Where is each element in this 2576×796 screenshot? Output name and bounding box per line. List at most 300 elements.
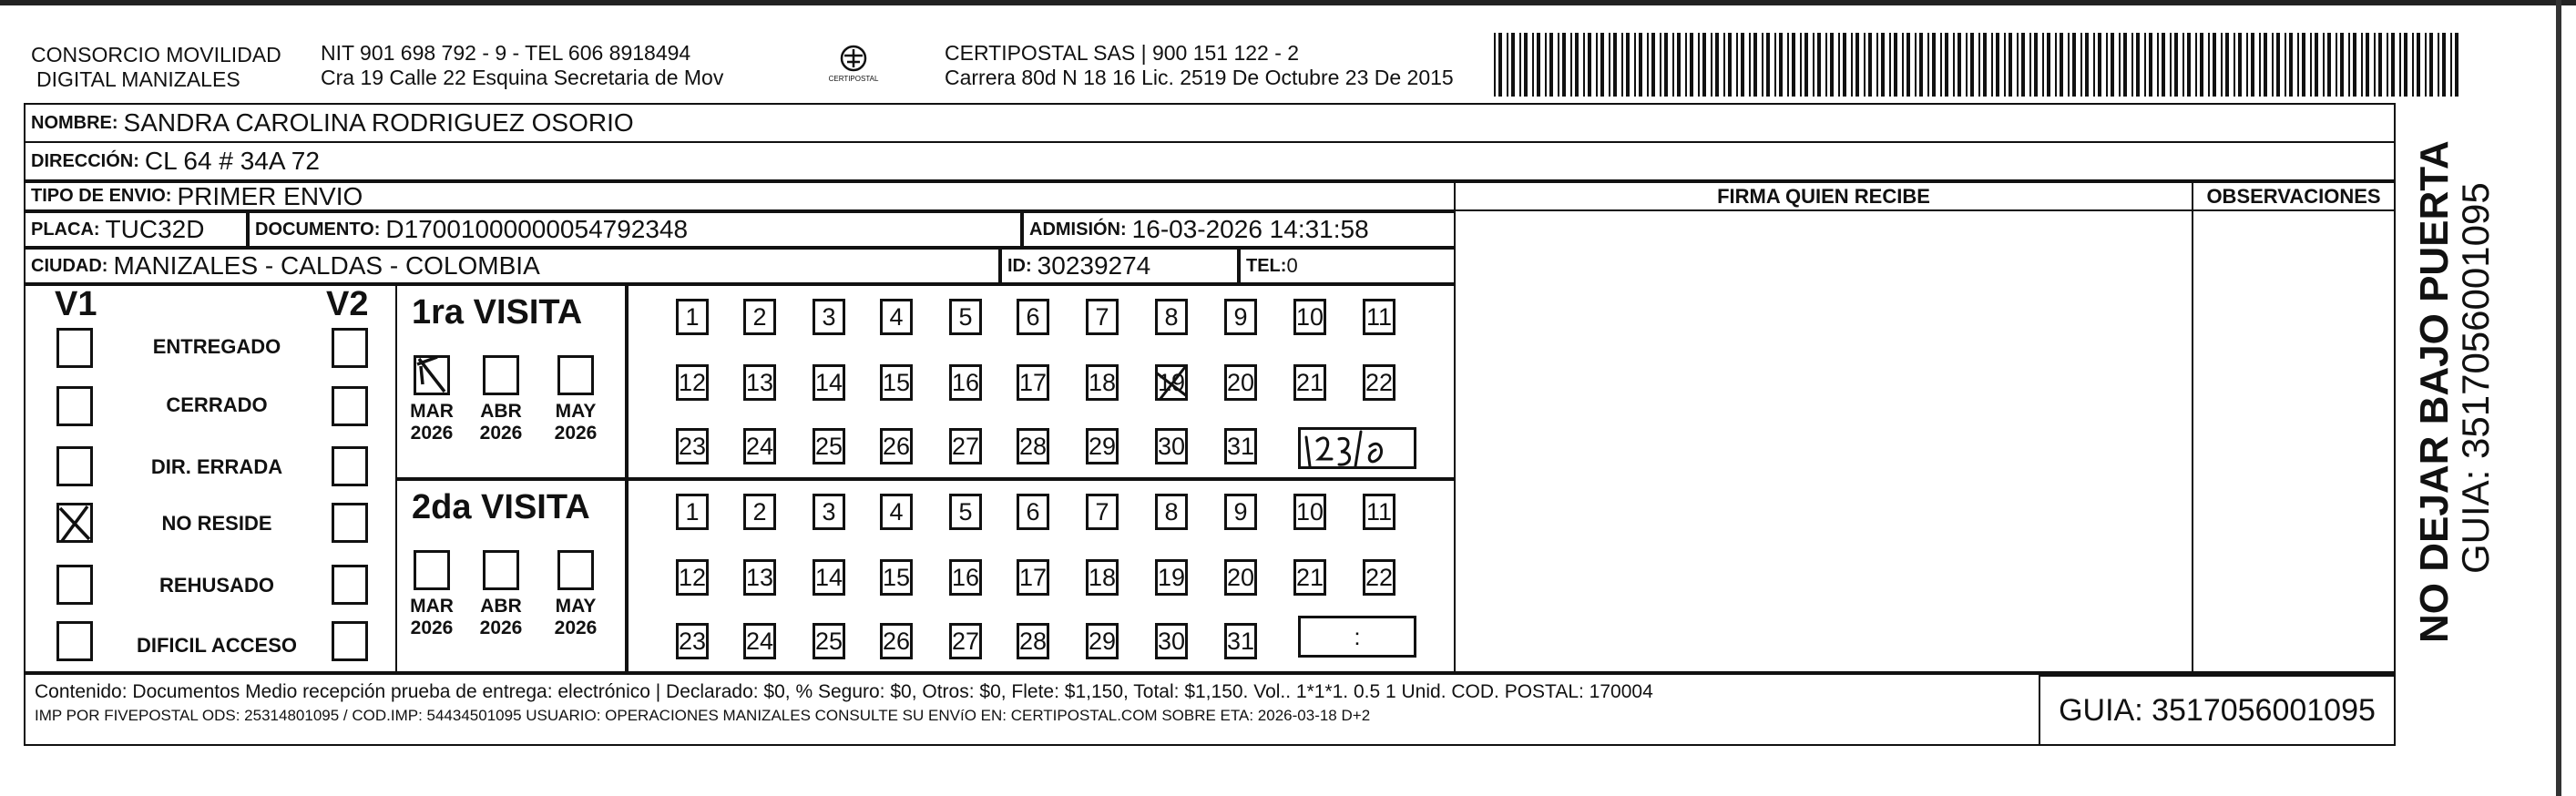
day-cell-19[interactable]: 19: [1155, 559, 1188, 596]
barcode-bar: [1511, 33, 1515, 97]
barcode-bar: [2047, 33, 2050, 97]
tipo-envio-value: PRIMER ENVIO: [177, 181, 363, 210]
second-visit-time-box[interactable]: [1298, 616, 1416, 658]
barcode-bar: [2455, 33, 2458, 97]
day-cell-22[interactable]: 22: [1363, 559, 1395, 596]
first-visit-time-box[interactable]: [1298, 427, 1416, 469]
second-visit-time-placeholder: :: [1354, 622, 1361, 650]
placa-value: TUC32D: [105, 215, 205, 243]
barcode-bar: [2251, 33, 2254, 97]
barcode: [1494, 33, 2459, 97]
barcode-bar: [2366, 33, 2369, 97]
day-cell-14[interactable]: 14: [813, 364, 845, 401]
barcode-bar: [1864, 33, 1866, 97]
v2-header: V2: [326, 285, 369, 323]
barcode-bar: [1787, 33, 1789, 97]
barcode-bar: [1978, 33, 1980, 97]
ciudad-label: CIUDAD:: [31, 255, 108, 276]
visit-divider: [395, 477, 1456, 481]
day-cell-16[interactable]: 16: [949, 364, 982, 401]
barcode-bar: [1902, 33, 1904, 97]
day-cell-21[interactable]: 21: [1293, 364, 1326, 401]
day-cell-20[interactable]: 20: [1224, 364, 1257, 401]
day-cell-11[interactable]: 11: [1363, 494, 1395, 530]
day-cell-7[interactable]: 7: [1086, 494, 1119, 530]
barcode-bar: [1613, 33, 1617, 97]
barcode-bar: [1774, 33, 1776, 97]
barcode-bar: [2399, 33, 2401, 97]
admision-value: 16-03-2026 14:31:58: [1131, 215, 1369, 243]
barcode-bar: [2017, 33, 2019, 97]
day-cell-29[interactable]: 29: [1086, 428, 1119, 464]
barcode-bar: [2225, 33, 2229, 97]
day-cell-10[interactable]: 10: [1293, 299, 1326, 335]
barcode-bar: [1651, 33, 1655, 97]
certipostal-logo-icon: [824, 40, 883, 97]
barcode-bar: [2246, 33, 2248, 97]
id-value: 30239274: [1037, 251, 1151, 280]
direccion-label: DIRECCIÓN:: [31, 150, 139, 171]
day-cell-10[interactable]: 10: [1293, 494, 1326, 530]
barcode-bar: [1779, 33, 1783, 97]
day-cell-28[interactable]: 28: [1017, 623, 1049, 659]
month-label-may: MAY 2026: [554, 596, 598, 638]
barcode-bar: [2272, 33, 2274, 97]
day-cell-26[interactable]: 26: [880, 623, 913, 659]
barcode-bar: [1970, 33, 1974, 97]
barcode-bar: [1741, 33, 1744, 97]
documento-row: [248, 211, 1022, 248]
day-cell-2[interactable]: 2: [743, 299, 776, 335]
barcode-bar: [1868, 33, 1872, 97]
day-cell-8[interactable]: 8: [1155, 299, 1188, 335]
barcode-bar: [1621, 33, 1623, 97]
tel-value: 0: [1286, 254, 1298, 277]
carrier-info: CERTIPOSTAL SAS | 900 151 122 - 2 Carrera 80d N 18 16 Lic. 2519 De Octubre 23 De 2015: [945, 41, 1454, 89]
barcode-bar: [1690, 33, 1693, 97]
month-checkbox-may[interactable]: [557, 355, 594, 395]
month-checkbox-abr[interactable]: [483, 355, 519, 395]
footer-content-line: Contenido: Documentos Medio recepción prueba de entrega: electrónico | Declarado: $0, % Seguro: $0, Otros: $0, Flete: $1,150, Total: $1,150. Vol.. 1*1*1. 0.5 1 Unid. COD. POSTAL: 170004: [35, 681, 1653, 702]
certipostal-logo: CERTIPOSTAL: [824, 40, 883, 97]
barcode-bar: [1562, 33, 1566, 97]
firma-column: [1454, 181, 2193, 673]
barcode-bar: [2425, 33, 2427, 97]
barcode-bar: [2068, 33, 2070, 97]
day-cell-25[interactable]: 25: [813, 428, 845, 464]
barcode-bar: [1626, 33, 1630, 97]
barcode-bar: [1702, 33, 1706, 97]
direccion-value: CL 64 # 34A 72: [144, 147, 320, 175]
barcode-bar: [2348, 33, 2350, 97]
day-cell-30[interactable]: 30: [1155, 623, 1188, 659]
barcode-bar: [2029, 33, 2031, 97]
day-cell-27[interactable]: 27: [949, 623, 982, 659]
v2-dir-errada-checkbox[interactable]: [332, 446, 368, 486]
day-cell-22[interactable]: 22: [1363, 364, 1395, 401]
barcode-bar: [1855, 33, 1859, 97]
day-cell-13[interactable]: 13: [743, 364, 776, 401]
barcode-bar: [2182, 33, 2184, 97]
v2-cerrado-checkbox[interactable]: [332, 386, 368, 426]
second-visit-title: 2da VISITA: [412, 488, 590, 526]
month-label-mar: MAR 2026: [410, 401, 454, 444]
footer-imp-line: IMP POR FIVEPOSTAL ODS: 25314801095 / COD.IMP: 54434501095 USUARIO: OPERACIONES MANIZALES CONSULTE SU ENVíO EN: CERTIPOSTAL.COM SOBRE ETA: 2026-03-18 D+2: [35, 707, 1371, 724]
day-cell-3[interactable]: 3: [813, 299, 845, 335]
first-visit-title: 1ra VISITA: [412, 293, 583, 332]
barcode-bar: [2009, 33, 2012, 97]
day-cell-16[interactable]: 16: [949, 559, 982, 596]
day-cell-8[interactable]: 8: [1155, 494, 1188, 530]
barcode-bar: [1723, 33, 1725, 97]
barcode-bar: [2234, 33, 2235, 97]
barcode-bar: [1588, 33, 1591, 97]
month-label-abr: ABR 2026: [479, 401, 523, 444]
day-cell-6[interactable]: 6: [1017, 299, 1049, 335]
barcode-bar: [2387, 33, 2388, 97]
v1-header: V1: [55, 285, 97, 323]
barcode-bar: [1996, 33, 1999, 97]
firma-header: FIRMA QUIEN RECIBE: [1717, 185, 1930, 208]
barcode-bar: [2149, 33, 2152, 97]
scan-edge-top: [0, 0, 2576, 5]
hand-x-mark-icon: [56, 503, 93, 543]
barcode-bar: [2353, 33, 2356, 97]
tipo-envio-row: [24, 181, 1456, 211]
v1-rehusado-checkbox[interactable]: [56, 565, 93, 605]
status-label-cerrado: CERRADO: [166, 393, 268, 416]
barcode-bar: [1792, 33, 1795, 97]
observaciones-column: [2192, 181, 2396, 673]
day-cell-5[interactable]: 5: [949, 494, 982, 530]
barcode-bar: [2187, 33, 2191, 97]
barcode-bar: [1660, 33, 1661, 97]
barcode-bar: [1927, 33, 1929, 97]
barcode-bar: [1532, 33, 1534, 97]
barcode-bar: [2417, 33, 2420, 97]
barcode-bar: [1804, 33, 1808, 97]
v2-dificil-acceso-checkbox[interactable]: [332, 621, 368, 661]
barcode-bar: [1825, 33, 1827, 97]
barcode-bar: [2391, 33, 2395, 97]
barcode-bar: [2034, 33, 2038, 97]
barcode-bar: [1991, 33, 1993, 97]
barcode-bar: [1677, 33, 1681, 97]
v1-no-reside-checkbox[interactable]: [56, 503, 93, 543]
barcode-bar: [2361, 33, 2363, 97]
barcode-bar: [1583, 33, 1585, 97]
barcode-bar: [2438, 33, 2439, 97]
barcode-bar: [1596, 33, 1598, 97]
v1-cerrado-checkbox[interactable]: [56, 386, 93, 426]
month-label-may: MAY 2026: [554, 401, 598, 444]
day-cell-5[interactable]: 5: [949, 299, 982, 335]
admision-label: ADMISIÓN:: [1029, 219, 1127, 240]
barcode-bar: [2111, 33, 2114, 97]
barcode-bar: [1639, 33, 1642, 97]
v1-dir-errada-checkbox[interactable]: [56, 446, 93, 486]
barcode-bar: [2213, 33, 2216, 97]
barcode-bar: [1940, 33, 1942, 97]
day-cell-24[interactable]: 24: [743, 623, 776, 659]
day-cell-4[interactable]: 4: [880, 494, 913, 530]
barcode-bar: [1537, 33, 1540, 97]
company-nit-address: NIT 901 698 792 - 9 - TEL 606 8918494 Cra 19 Calle 22 Esquina Secretaria de Mov: [321, 41, 724, 89]
barcode-bar: [2042, 33, 2044, 97]
barcode-bar: [2221, 33, 2223, 97]
day-cell-18[interactable]: 18: [1086, 559, 1119, 596]
barcode-bar: [1851, 33, 1853, 97]
barcode-bar: [1800, 33, 1802, 97]
barcode-bar: [1558, 33, 1559, 97]
barcode-bar: [2131, 33, 2133, 97]
barcode-bar: [2144, 33, 2146, 97]
barcode-bar: [1983, 33, 1987, 97]
barcode-bar: [1672, 33, 1674, 97]
day-cell-31[interactable]: 31: [1224, 623, 1257, 659]
day-cell-21[interactable]: 21: [1293, 559, 1326, 596]
day-cell-9[interactable]: 9: [1224, 494, 1257, 530]
barcode-bar: [2336, 33, 2337, 97]
barcode-bar: [1894, 33, 1897, 97]
barcode-bar: [2442, 33, 2446, 97]
barcode-bar: [1494, 33, 1496, 97]
barcode-bar: [1549, 33, 1553, 97]
day-cell-9[interactable]: 9: [1224, 299, 1257, 335]
day-cell-1[interactable]: 1: [676, 299, 709, 335]
month-checkbox-abr[interactable]: [483, 550, 519, 590]
v2-rehusado-checkbox[interactable]: [332, 565, 368, 605]
barcode-bar: [2404, 33, 2407, 97]
barcode-bar: [1575, 33, 1579, 97]
visit-title-divider: [625, 284, 629, 673]
barcode-bar: [1685, 33, 1687, 97]
day-cell-27[interactable]: 27: [949, 428, 982, 464]
day-cell-18[interactable]: 18: [1086, 364, 1119, 401]
barcode-bar: [1711, 33, 1712, 97]
barcode-bar: [2085, 33, 2089, 97]
direccion-row: [24, 141, 2396, 181]
barcode-bar: [1753, 33, 1757, 97]
barcode-bar: [1728, 33, 1732, 97]
barcode-bar: [2200, 33, 2203, 97]
barcode-bar: [1524, 33, 1528, 97]
id-row: [1000, 248, 1239, 284]
day-cell-13[interactable]: 13: [743, 559, 776, 596]
day-cell-24[interactable]: 24: [743, 428, 776, 464]
barcode-bar: [1876, 33, 1878, 97]
barcode-bar: [2080, 33, 2082, 97]
barcode-bar: [1919, 33, 1923, 97]
barcode-bar: [2323, 33, 2325, 97]
barcode-bar: [2060, 33, 2063, 97]
placa-label: PLACA:: [31, 219, 100, 240]
status-label-dir-errada: DIR. ERRADA: [150, 455, 283, 478]
observaciones-header: OBSERVACIONES: [2206, 185, 2381, 208]
day-cell-17[interactable]: 17: [1017, 364, 1049, 401]
barcode-bar: [2310, 33, 2312, 97]
ciudad-row: [24, 248, 1000, 284]
day-cell-1[interactable]: 1: [676, 494, 709, 530]
company-name: CONSORCIO MOVILIDAD DIGITAL MANIZALES: [31, 43, 281, 91]
side-warning: NO DEJAR BAJO PUERTA: [2412, 140, 2457, 643]
documento-label: DOCUMENTO:: [255, 219, 381, 240]
barcode-bar: [1830, 33, 1834, 97]
guia-box-number: GUIA: 3517056001095: [2059, 692, 2376, 728]
placa-row: [24, 211, 248, 248]
day-cell-19[interactable]: 19: [1155, 364, 1188, 401]
side-guia: GUIA: 3517056001095: [2454, 182, 2497, 574]
barcode-bar: [2412, 33, 2414, 97]
barcode-bar: [2119, 33, 2121, 97]
barcode-bar: [2123, 33, 2127, 97]
barcode-bar: [2315, 33, 2318, 97]
barcode-bar: [1507, 33, 1508, 97]
barcode-bar: [2374, 33, 2376, 97]
day-cell-30[interactable]: 30: [1155, 428, 1188, 464]
id-label: ID:: [1007, 255, 1032, 276]
barcode-bar: [1736, 33, 1738, 97]
day-cell-15[interactable]: 15: [880, 559, 913, 596]
barcode-bar: [2157, 33, 2159, 97]
day-cell-28[interactable]: 28: [1017, 428, 1049, 464]
barcode-bar: [2093, 33, 2095, 97]
day-cell-29[interactable]: 29: [1086, 623, 1119, 659]
day-cell-4[interactable]: 4: [880, 299, 913, 335]
status-label-entregado: ENTREGADO: [152, 335, 281, 358]
status-label-dificil-acceso: DIFICIL ACCESO: [136, 634, 297, 657]
day-cell-6[interactable]: 6: [1017, 494, 1049, 530]
status-label-no-reside: NO RESIDE: [161, 512, 272, 535]
barcode-bar: [2072, 33, 2076, 97]
day-cell-14[interactable]: 14: [813, 559, 845, 596]
barcode-bar: [1600, 33, 1604, 97]
barcode-bar: [2340, 33, 2344, 97]
barcode-bar: [1838, 33, 1840, 97]
day-cell-7[interactable]: 7: [1086, 299, 1119, 335]
month-checkbox-mar[interactable]: [414, 550, 450, 590]
handwritten-time-mark: [1292, 419, 1410, 474]
barcode-bar: [1664, 33, 1668, 97]
barcode-bar: [1749, 33, 1751, 97]
v2-no-reside-checkbox[interactable]: [332, 503, 368, 543]
barcode-bar: [2055, 33, 2057, 97]
barcode-bar: [1762, 33, 1763, 97]
barcode-bar: [1843, 33, 1846, 97]
scan-edge-right: [2556, 0, 2561, 796]
day-cell-17[interactable]: 17: [1017, 559, 1049, 596]
day-cell-23[interactable]: 23: [676, 428, 709, 464]
barcode-bar: [1953, 33, 1955, 97]
barcode-bar: [1881, 33, 1885, 97]
hand-check-mark-icon: [414, 355, 450, 395]
barcode-bar: [1609, 33, 1610, 97]
barcode-bar: [2378, 33, 2382, 97]
admision-row: [1022, 211, 1456, 248]
nombre-value: SANDRA CAROLINA RODRIGUEZ OSORIO: [123, 108, 634, 137]
barcode-bar: [2429, 33, 2433, 97]
barcode-bar: [1915, 33, 1917, 97]
barcode-bar: [1966, 33, 1968, 97]
barcode-bar: [1813, 33, 1814, 97]
barcode-bar: [1715, 33, 1719, 97]
day-cell-26[interactable]: 26: [880, 428, 913, 464]
nombre-row: [24, 103, 2396, 143]
barcode-bar: [1570, 33, 1572, 97]
barcode-bar: [1932, 33, 1936, 97]
barcode-bar: [1519, 33, 1521, 97]
barcode-bar: [2276, 33, 2280, 97]
barcode-bar: [2264, 33, 2267, 97]
barcode-bar: [2136, 33, 2140, 97]
day-cell-12[interactable]: 12: [676, 559, 709, 596]
barcode-bar: [1698, 33, 1700, 97]
v1-entregado-checkbox[interactable]: [56, 328, 93, 368]
column-header-rule: [1454, 209, 2396, 211]
ciudad-value: MANIZALES - CALDAS - COLOMBIA: [113, 251, 540, 280]
barcode-bar: [2289, 33, 2293, 97]
day-cell-3[interactable]: 3: [813, 494, 845, 530]
barcode-bar: [1817, 33, 1821, 97]
barcode-bar: [2021, 33, 2025, 97]
barcode-bar: [2238, 33, 2242, 97]
barcode-bar: [1906, 33, 1910, 97]
tel-label: TEL:: [1246, 255, 1287, 276]
barcode-bar: [2297, 33, 2299, 97]
documento-value: D17001000000054792348: [385, 215, 689, 243]
v2-entregado-checkbox[interactable]: [332, 328, 368, 368]
barcode-bar: [2170, 33, 2172, 97]
guia-box: [2039, 675, 2396, 746]
status-label-rehusado: REHUSADO: [159, 574, 274, 597]
tel-row: [1239, 248, 1456, 284]
day-cell-31[interactable]: 31: [1224, 428, 1257, 464]
barcode-bar: [1958, 33, 1961, 97]
barcode-bar: [2195, 33, 2197, 97]
barcode-bar: [1945, 33, 1948, 97]
barcode-bar: [1498, 33, 1502, 97]
day-cell-23[interactable]: 23: [676, 623, 709, 659]
day-cell-15[interactable]: 15: [880, 364, 913, 401]
barcode-bar: [2106, 33, 2108, 97]
day-cell-2[interactable]: 2: [743, 494, 776, 530]
month-checkbox-may[interactable]: [557, 550, 594, 590]
barcode-bar: [2004, 33, 2006, 97]
barcode-bar: [1766, 33, 1770, 97]
day-cell-25[interactable]: 25: [813, 623, 845, 659]
barcode-bar: [2302, 33, 2305, 97]
barcode-bar: [1889, 33, 1891, 97]
barcode-graphic: [1494, 33, 2459, 97]
month-label-abr: ABR 2026: [479, 596, 523, 638]
month-checkbox-mar[interactable]: [414, 355, 450, 395]
barcode-bar: [2259, 33, 2261, 97]
barcode-bar: [2208, 33, 2210, 97]
barcode-bar: [1545, 33, 1547, 97]
tipo-envio-label: TIPO DE ENVIO:: [31, 186, 172, 206]
barcode-bar: [1647, 33, 1649, 97]
barcode-bar: [2098, 33, 2101, 97]
day-cell-12[interactable]: 12: [676, 364, 709, 401]
barcode-bar: [2450, 33, 2452, 97]
day-cell-11[interactable]: 11: [1363, 299, 1395, 335]
hand-x-mark-icon: [1154, 363, 1191, 403]
barcode-bar: [2162, 33, 2165, 97]
barcode-bar: [1634, 33, 1636, 97]
barcode-bar: [2327, 33, 2331, 97]
v1-dificil-acceso-checkbox[interactable]: [56, 621, 93, 661]
day-cell-20[interactable]: 20: [1224, 559, 1257, 596]
